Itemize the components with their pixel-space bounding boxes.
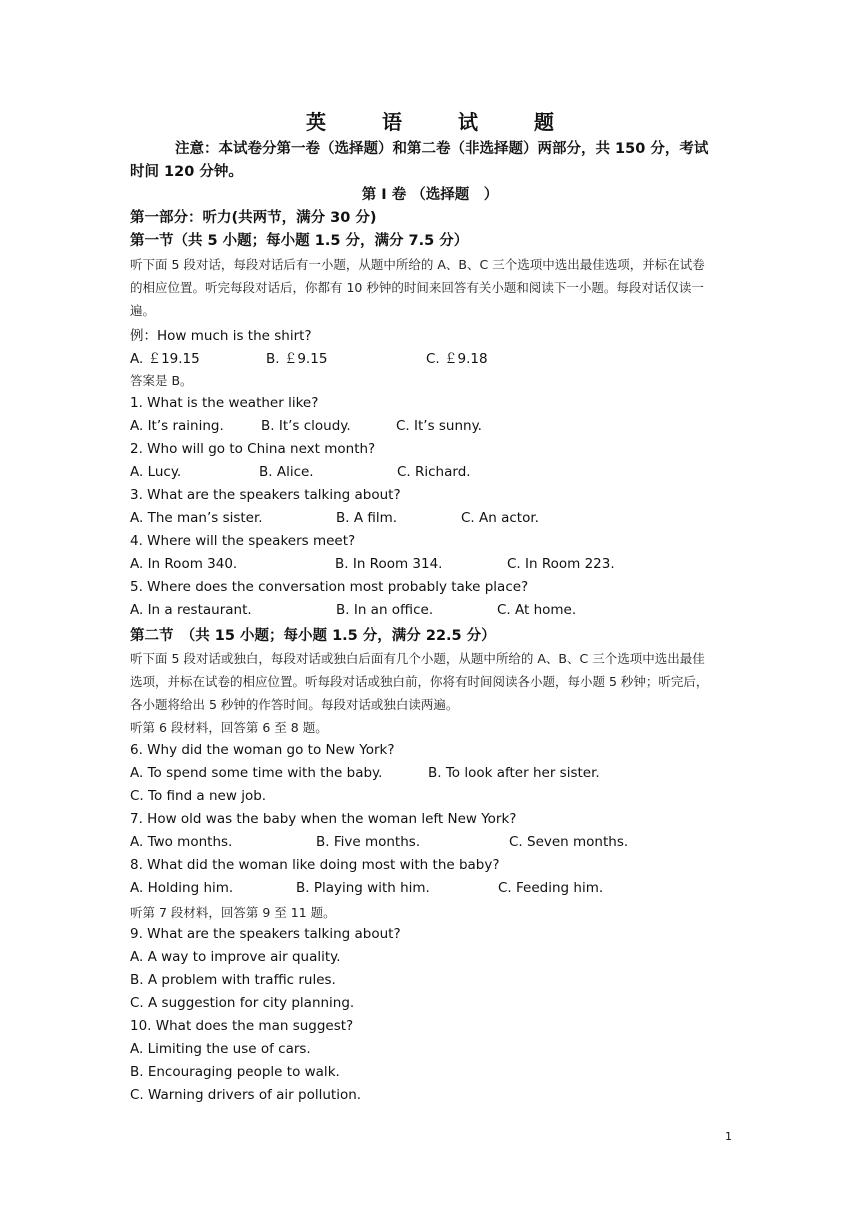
q8-option-a: A. Holding him. [130,880,234,896]
q2-option-c: C. Richard. [397,464,471,480]
example-options [130,347,488,367]
section2-heading: 第二节 （共 15 小题；每小题 1.5 分，满分 22.5 分） [130,628,496,644]
q10-option-c: C. Warning drivers of air pollution. [130,1087,362,1103]
question-2-options [130,464,471,480]
example-option-b: B. ￡9.15 [266,351,328,367]
notice-line-1: 注意：本试卷分第一卷（选择题）和第二卷（非选择题）两部分，共 150 分，考试 [175,141,709,157]
section2-instruction-1: 听下面 5 段对话或独白，每段对话或独白后面有几个小题，从题中所给的 A、B、C 三个选项中选出最佳 [130,651,705,666]
section1-instruction-3: 遍。 [130,303,156,318]
q7-option-c: C. Seven months. [509,834,629,850]
q4-option-c: C. In Room 223. [507,556,615,572]
question-7-options [130,834,628,850]
question-8-options [130,880,603,896]
section2-instruction-2: 选项，并标在试卷的相应位置。听每段对话或独白前，你将有时间阅读各小题，每小题 5 秒钟；听完后， [130,674,709,689]
q5-option-c: C. At home. [497,602,577,618]
question-10: 10. What does the man suggest? [130,1018,354,1034]
question-4-options [130,556,615,572]
material-7-note: 听第 7 段材料，回答第 9 至 11 题。 [130,905,336,920]
q7-option-b: B. Five months. [316,834,421,850]
q9-option-b: B. A problem with traffic rules. [130,972,336,988]
q6-option-b: B. To look after her sister. [428,765,600,781]
q3-option-b: B. A film. [336,510,398,526]
q4-option-b: B. In Room 314. [335,556,443,572]
q10-option-a: A. Limiting the use of cars. [130,1041,311,1057]
q9-option-a: A. A way to improve air quality. [130,949,341,965]
question-3: 3. What are the speakers talking about? [130,487,401,503]
q5-option-b: B. In an office. [336,602,434,618]
page-title: 英 语 试 题 [306,110,572,134]
q1-option-b: B. It’s cloudy. [261,418,351,434]
question-3-options [130,510,539,526]
q1-option-a: A. It’s raining. [130,418,224,434]
question-5: 5. Where does the conversation most probably take place? [130,579,529,595]
q8-option-b: B. Playing with him. [296,880,430,896]
question-6: 6. Why did the woman go to New York? [130,742,395,758]
question-1: 1. What is the weather like? [130,395,319,411]
question-6-options [130,765,600,781]
question-9: 9. What are the speakers talking about? [130,926,401,942]
section1-instruction-1: 听下面 5 段对话，每段对话后有一小题，从题中所给的 A、B、C 三个选项中选出最佳选项，并标在试卷 [130,257,705,272]
question-5-options [130,602,576,618]
example-option-a: A. ￡19.15 [130,351,200,367]
q3-option-a: A. The man’s sister. [130,510,263,526]
section1-instruction-2: 的相应位置。听完每段对话后，你都有 10 秒钟的时间来回答有关小题和阅读下一小题。每段对话仅读一 [130,280,704,295]
q7-option-a: A. Two months. [130,834,233,850]
question-2: 2. Who will go to China next month? [130,441,376,457]
question-7: 7. How old was the baby when the woman left New York? [130,811,517,827]
q4-option-a: A. In Room 340. [130,556,238,572]
section2-instruction-3: 各小题将给出 5 秒钟的作答时间。每段对话或独白读两遍。 [130,697,459,712]
example-answer: 答案是 B。 [130,373,193,388]
q5-option-a: A. In a restaurant. [130,602,252,618]
q10-option-b: B. Encouraging people to walk. [130,1064,340,1080]
q3-option-c: C. An actor. [461,510,539,526]
q6-option-c: C. To find a new job. [130,788,267,804]
question-1-options [130,418,482,434]
question-4: 4. Where will the speakers meet? [130,533,356,549]
section1-heading: 第一节（共 5 小题；每小题 1.5 分，满分 7.5 分） [130,233,469,249]
q6-option-a: A. To spend some time with the baby. [130,765,383,781]
volume-heading: 第 I 卷 （选择题 ） [361,187,499,203]
notice-line-2: 时间 120 分钟。 [130,164,243,180]
q9-option-c: C. A suggestion for city planning. [130,995,355,1011]
page-number: 1 [725,1130,732,1143]
q8-option-c: C. Feeding him. [498,880,604,896]
q1-option-c: C. It’s sunny. [396,418,482,434]
q2-option-a: A. Lucy. [130,464,182,480]
example-question: 例：How much is the shirt? [130,328,312,344]
question-8: 8. What did the woman like doing most with the baby? [130,857,500,873]
example-option-c: C. ￡9.18 [426,351,488,367]
part1-heading: 第一部分：听力(共两节，满分 30 分) [130,210,377,226]
q2-option-b: B. Alice. [259,464,314,480]
material-6-note: 听第 6 段材料，回答第 6 至 8 题。 [130,720,328,735]
